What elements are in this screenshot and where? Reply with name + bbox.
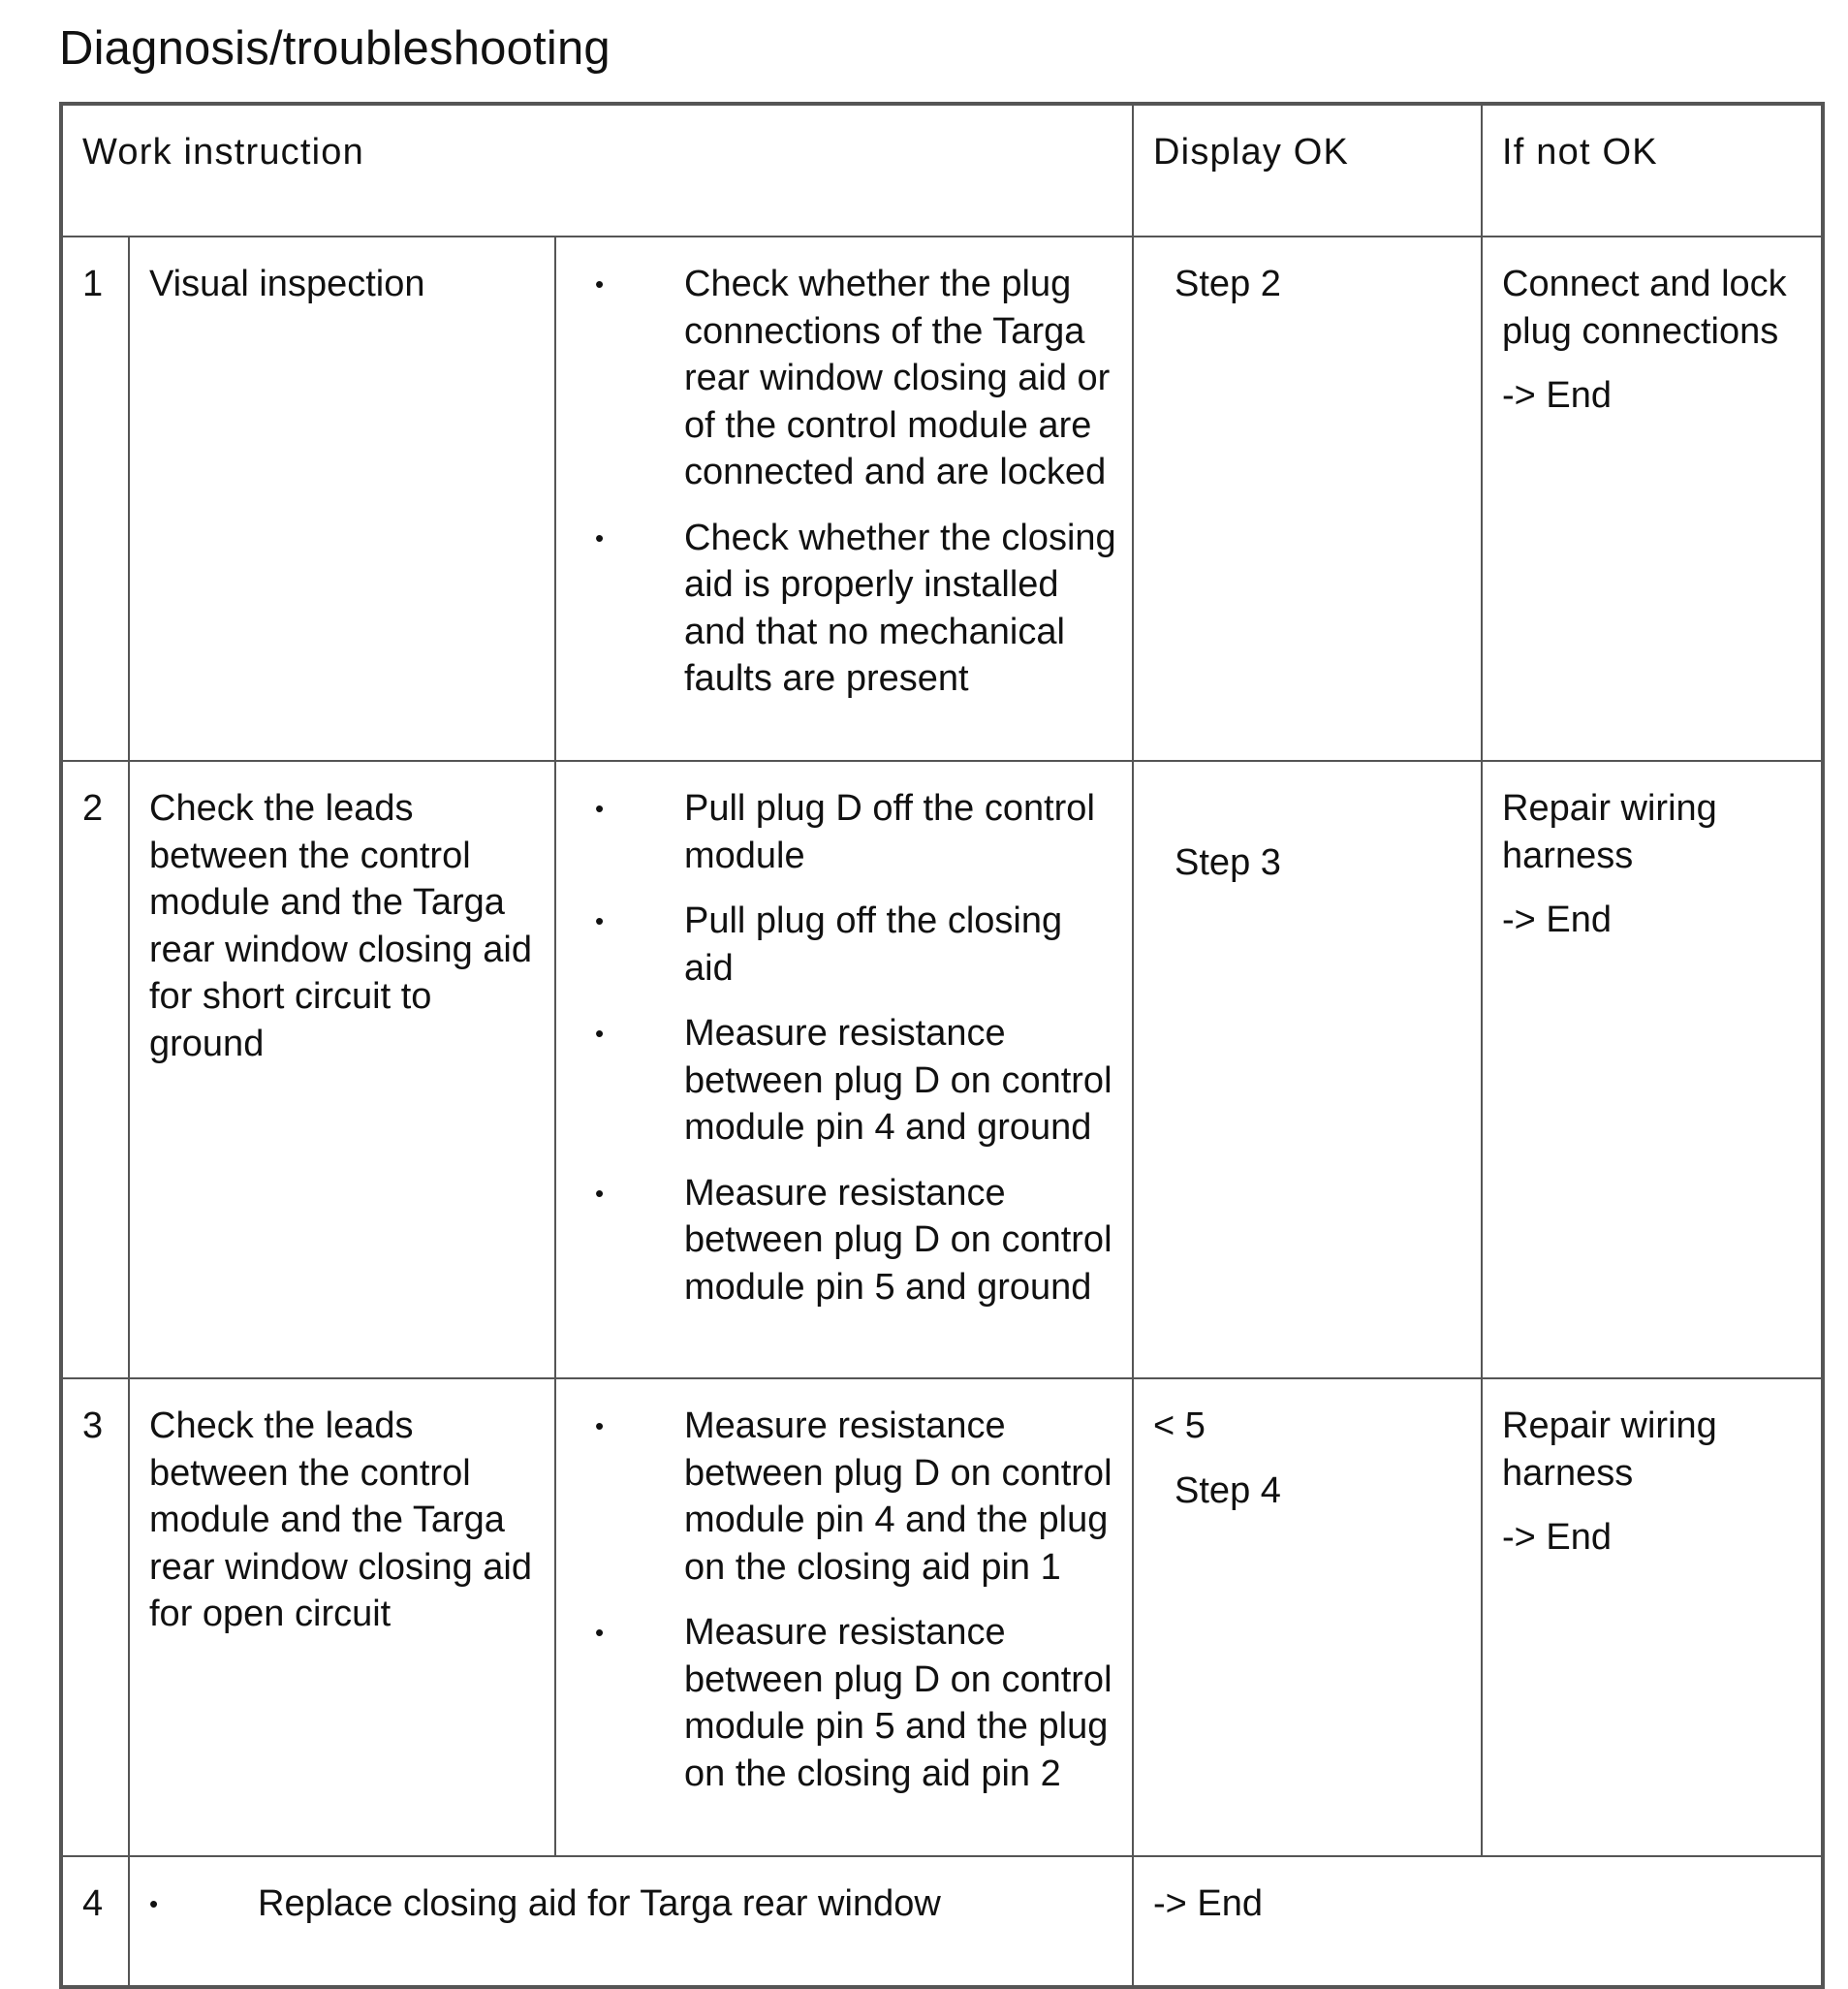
bullet-icon: • [595,794,605,823]
bullet-icon: • [595,1019,605,1048]
if-not-ok-end: -> End [1502,1517,1613,1558]
step-number: 2 [61,761,129,1378]
bullet-icon: • [595,522,605,552]
instruction-text: Measure resistance between plug D on control module pin 4 and the plug on the closing aid pin 1 [684,1405,1112,1588]
bullet-icon: • [595,1178,605,1208]
instruction-list [576,261,1116,703]
list-item [576,1010,1116,1152]
display-ok-cell [1133,237,1482,761]
header-work-instruction: Work instruction [61,104,1133,237]
if-not-ok-end: -> End [1502,900,1613,940]
bullet-icon: • [595,1411,605,1440]
display-ok-step: Step 3 [1175,842,1281,883]
list-item [149,1880,1116,1928]
header-display-ok: Display OK [1133,104,1482,237]
step-description: Check the leads between the control module and the Targa rear window closing aid for open circuit [129,1378,555,1856]
step-number: 4 [61,1856,129,1987]
if-not-ok-text: Repair wiring harness [1502,788,1717,876]
if-not-ok-end: -> End [1502,375,1613,416]
final-instruction-cell [129,1856,1133,1987]
instruction-text: Measure resistance between plug D on control module pin 5 and the plug on the closing aid pin 2 [684,1612,1112,1794]
if-not-ok-cell [1482,1378,1823,1856]
step-instructions [555,1378,1133,1856]
instruction-text: Pull plug D off the control module [684,788,1095,876]
table-header-row [61,104,1823,237]
final-result-cell: -> End [1133,1856,1823,1987]
display-ok-cell [1133,1378,1482,1856]
bullet-icon: • [595,1618,605,1647]
display-ok-step: Step 2 [1175,264,1281,304]
table-row [61,1378,1823,1856]
display-ok-cell [1133,761,1482,1378]
header-if-not-ok: If not OK [1482,104,1823,237]
instruction-text: Check whether the plug connections of the Targa rear window closing aid or of the control module are connected and are locked [684,264,1111,492]
diagnosis-table [59,102,1825,1989]
list-item [576,1170,1116,1311]
table-row [61,1856,1823,1987]
instruction-list [576,1403,1116,1797]
bullet-icon: • [149,1889,159,1918]
step-description: Check the leads between the control module and the Targa rear window closing aid for short circuit to ground [129,761,555,1378]
display-ok-step: Step 4 [1175,1469,1281,1511]
bullet-icon: • [595,269,605,299]
instruction-text: Replace closing aid for Targa rear window [258,1883,941,1924]
list-item [576,898,1116,992]
step-number: 1 [61,237,129,761]
instruction-text: Check whether the closing aid is properly installed and that no mechanical faults are present [684,517,1116,699]
step-instructions [555,761,1133,1378]
if-not-ok-text: Repair wiring harness [1502,1405,1717,1494]
if-not-ok-cell [1482,237,1823,761]
instruction-list [576,785,1116,1310]
display-ok-value: < 5 [1153,1405,1206,1446]
instruction-text: Measure resistance between plug D on control module pin 4 and ground [684,1013,1112,1148]
if-not-ok-text: Connect and lock plug connections [1502,264,1787,352]
list-item [576,261,1116,496]
bullet-icon: • [595,906,605,935]
if-not-ok-cell [1482,761,1823,1378]
instruction-text: Pull plug off the closing aid [684,900,1063,989]
list-item [576,515,1116,703]
step-description: Visual inspection [129,237,555,761]
table-row [61,761,1823,1378]
step-number: 3 [61,1378,129,1856]
list-item [576,1609,1116,1797]
list-item [576,785,1116,879]
page-title: Diagnosis/troubleshooting [59,22,611,75]
step-instructions [555,237,1133,761]
instruction-text: Measure resistance between plug D on control module pin 5 and ground [684,1172,1112,1308]
table-row [61,237,1823,761]
list-item [576,1403,1116,1591]
